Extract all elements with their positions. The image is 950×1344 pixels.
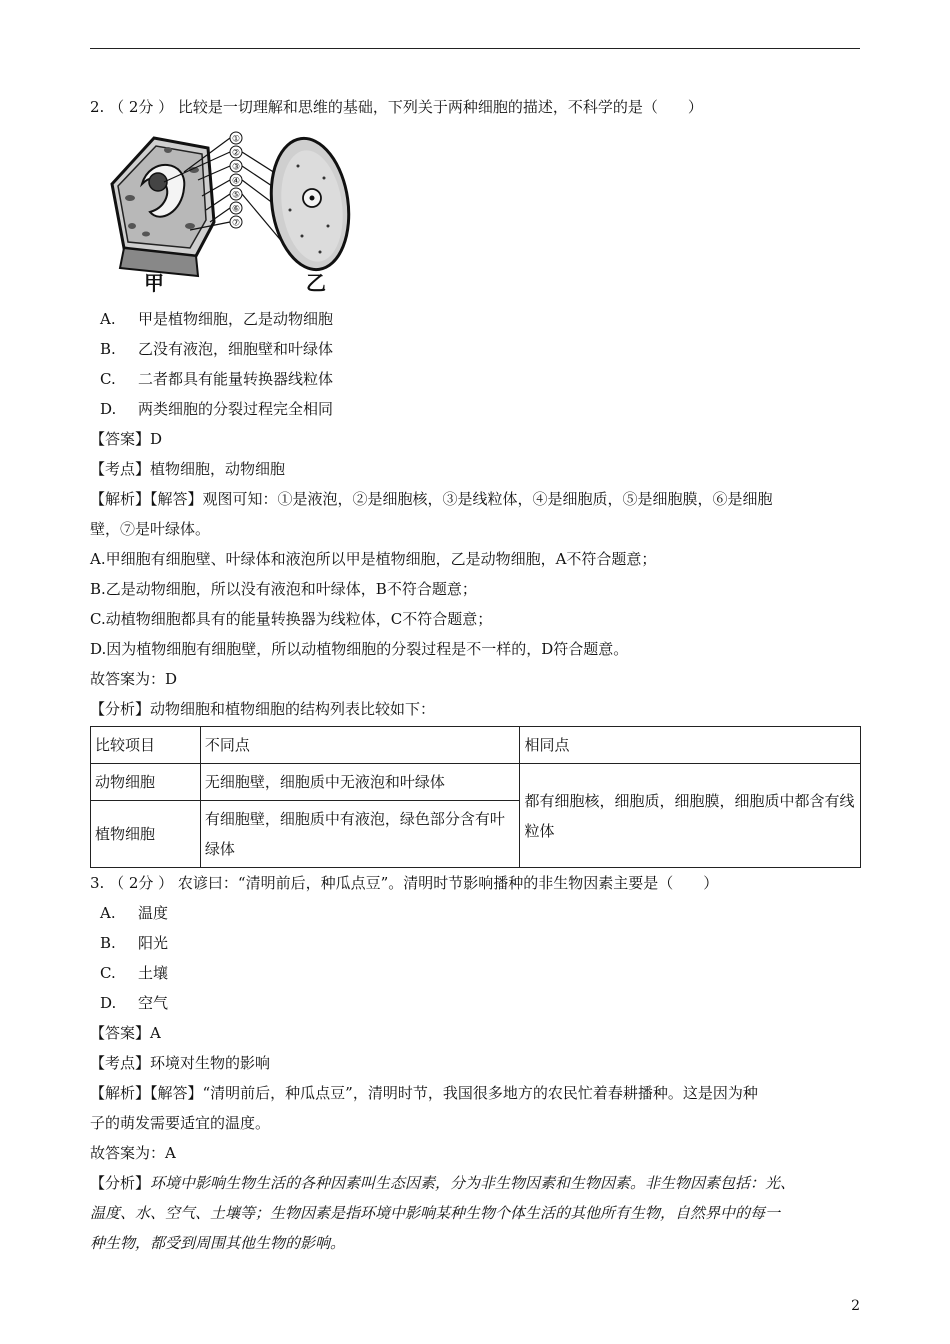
table-cell-diff: 有细胞壁，细胞质中有液泡，绿色部分含有叶绿体 xyxy=(200,801,520,868)
option-text: 温度 xyxy=(138,904,169,922)
table-header-row xyxy=(91,727,861,764)
option-letter: D. xyxy=(100,994,117,1012)
cell-diagram xyxy=(102,126,352,294)
q2-jiexi-d: D.因为植物细胞有细胞壁，所以动植物细胞的分裂过程是不一样的，D符合题意。 xyxy=(90,640,629,658)
label-1: ① xyxy=(231,134,241,145)
option-text: 空气 xyxy=(138,994,169,1012)
q2-option-a xyxy=(90,304,860,334)
option-text: 二者都具有能量转换器线粒体 xyxy=(138,370,334,388)
q2-option-d xyxy=(90,394,860,424)
q3-option-b xyxy=(90,928,860,958)
comparison-table xyxy=(90,726,861,868)
table-cell-same: 都有细胞核，细胞质，细胞膜，细胞质中都含有线粒体 xyxy=(520,764,861,868)
label-7: ⑦ xyxy=(231,218,241,229)
q2-option-b xyxy=(90,334,860,364)
q2-jiexi-line-2: 壁，⑦是叶绿体。 xyxy=(90,520,211,538)
q2-jiexi-a: A.甲细胞有细胞壁、叶绿体和液泡所以甲是植物细胞，乙是动物细胞，A不符合题意； xyxy=(90,550,657,568)
page-number: 2 xyxy=(851,1298,860,1314)
option-text: 土壤 xyxy=(138,964,169,982)
table-header-cell: 不同点 xyxy=(200,727,520,764)
figure-labels xyxy=(230,132,242,229)
label-2: ② xyxy=(231,148,241,159)
label-3: ③ xyxy=(231,162,241,173)
option-letter: C. xyxy=(100,964,116,982)
animal-cell-drawing xyxy=(263,133,352,274)
caption-jia: 甲 xyxy=(144,271,164,294)
label-5: ⑤ xyxy=(231,190,241,201)
plant-cell-drawing xyxy=(112,138,214,276)
q2-kaodian: 【考点】植物细胞，动物细胞 xyxy=(90,460,286,478)
q3-jiexi-line-2: 子的萌发需要适宜的温度。 xyxy=(90,1114,271,1132)
caption-yi: 乙 xyxy=(306,271,326,294)
q3-fenxi-line-3: 种生物，都受到周围其他生物的影响。 xyxy=(90,1234,346,1252)
option-text: 乙没有液泡，细胞壁和叶绿体 xyxy=(138,340,334,358)
q2-answer: 【答案】D xyxy=(90,430,163,448)
option-letter: B. xyxy=(100,934,116,952)
q2-jiexi-line-1: 【解析】【解答】观图可知：①是液泡，②是细胞核，③是线粒体，④是细胞质，⑤是细胞膜，⑥是细胞 xyxy=(90,490,773,508)
option-letter: A. xyxy=(100,310,116,328)
q2-stem: 2. （ 2分 ） 比较是一切理解和思维的基础，下列关于两种细胞的描述，不科学的是（ ） xyxy=(90,98,703,116)
q3-fenxi-line-1 xyxy=(90,1168,860,1198)
option-letter: B. xyxy=(100,340,116,358)
q3-conclusion: 故答案为：A xyxy=(90,1144,176,1162)
page-content xyxy=(90,92,860,1258)
label-4: ④ xyxy=(231,176,241,187)
q2-fenxi: 【分析】动物细胞和植物细胞的结构列表比较如下： xyxy=(90,700,436,718)
q2-cell-figure xyxy=(102,126,860,298)
q2-conclusion: 故答案为：D xyxy=(90,670,178,688)
q3-option-a xyxy=(90,898,860,928)
option-letter: C. xyxy=(100,370,116,388)
table-header-cell: 比较项目 xyxy=(91,727,201,764)
option-letter: D. xyxy=(100,400,117,418)
table-cell-item: 植物细胞 xyxy=(91,801,201,868)
q3-option-c xyxy=(90,958,860,988)
fenxi-text: 环境中影响生物生活的各种因素叫生态因素，分为非生物因素和生物因素。非生物因素包括：光、 xyxy=(150,1174,796,1192)
table-row xyxy=(91,764,861,801)
q3-answer: 【答案】A xyxy=(90,1024,161,1042)
table-header-cell: 相同点 xyxy=(520,727,861,764)
q3-stem: 3. （ 2分 ） 农谚曰：“清明前后，种瓜点豆”。清明时节影响播种的非生物因素主要是（ ） xyxy=(90,874,719,892)
q2-jiexi-b: B.乙是动物细胞，所以没有液泡和叶绿体，B不符合题意； xyxy=(90,580,477,598)
label-6: ⑥ xyxy=(231,204,241,215)
q2-jiexi-c: C.动植物细胞都具有的能量转换器为线粒体，C不符合题意； xyxy=(90,610,493,628)
option-text: 两类细胞的分裂过程完全相同 xyxy=(138,400,334,418)
q3-kaodian: 【考点】环境对生物的影响 xyxy=(90,1054,271,1072)
fenxi-label: 【分析】 xyxy=(90,1174,151,1192)
table-cell-diff: 无细胞壁，细胞质中无液泡和叶绿体 xyxy=(200,764,520,801)
q3-option-d xyxy=(90,988,860,1018)
q3-fenxi-line-2: 温度、水、空气、土壤等；生物因素是指环境中影响某种生物个体生活的其他所有生物，自然界中的每一 xyxy=(90,1204,781,1222)
header-rule xyxy=(90,48,860,49)
q3-jiexi-line-1: 【解析】【解答】“清明前后，种瓜点豆”，清明时节，我国很多地方的农民忙着春耕播种。这是因为种 xyxy=(90,1084,758,1102)
option-text: 阳光 xyxy=(138,934,169,952)
q2-option-c xyxy=(90,364,860,394)
table-cell-item: 动物细胞 xyxy=(91,764,201,801)
option-letter: A. xyxy=(100,904,116,922)
option-text: 甲是植物细胞，乙是动物细胞 xyxy=(138,310,334,328)
